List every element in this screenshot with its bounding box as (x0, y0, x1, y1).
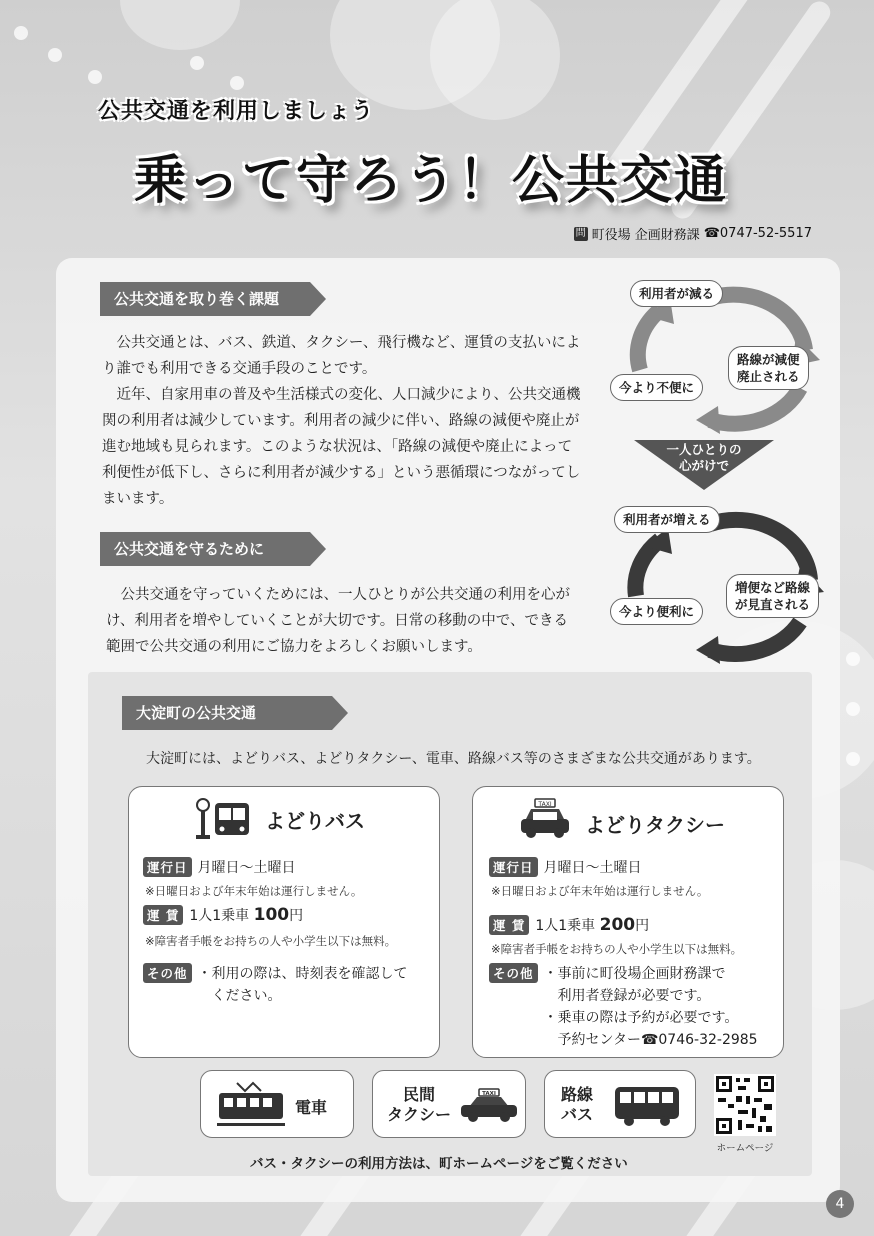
bus-fare-prefix: 1人1乗車 (189, 908, 250, 924)
cycle-label-more-convenient: 今より便利に (610, 598, 703, 625)
train-icon (217, 1081, 285, 1129)
taxi-car-icon (459, 1087, 519, 1127)
taxi-other-list (544, 963, 758, 1051)
private-taxi-card (372, 1070, 526, 1138)
section1-body (102, 330, 586, 512)
contact-department: 町役場 企画財務課 (591, 228, 700, 243)
bus-stop-icon (193, 797, 253, 841)
taxi-fare-unit: 円 (635, 918, 650, 934)
section-label-text: 公共交通を守るために (114, 540, 265, 558)
route-bus-card (544, 1070, 696, 1138)
cycle-arrowhead (696, 406, 720, 434)
cycle-arrow-arc (710, 295, 805, 350)
private-taxi-label-line: タクシー (387, 1105, 452, 1124)
funnel-caption: 一人ひとりの 心がけで (666, 442, 742, 473)
section-label-issues (100, 282, 310, 316)
cycle-arrow-arc (710, 520, 810, 580)
qr-code-label: ホームページ (716, 1143, 774, 1154)
private-taxi-label-line: 民間 (403, 1085, 436, 1104)
inquiry-icon: 問 (575, 227, 586, 239)
decorative-dot (230, 76, 244, 90)
blossom-petal (430, 0, 560, 120)
cycle-label-users-decrease: 利用者が減る (630, 280, 723, 307)
page-number: 4 (826, 1190, 854, 1218)
footer-note: バス・タクシーの利用方法は、町ホームページをご覧ください (250, 1156, 628, 1172)
list-item: 利用者登録が必要です。 (543, 988, 711, 1004)
taxi-icon (517, 797, 573, 841)
cycle-label-users-increase: 利用者が増える (614, 506, 720, 533)
decorative-dot (846, 752, 860, 766)
bus-other-list (198, 963, 408, 1007)
private-taxi-label (387, 1085, 451, 1125)
bus-fare-unit: 円 (289, 908, 304, 924)
route-bus-label-line: バス (561, 1105, 594, 1124)
bus-days-value: 月曜日～土曜日 (197, 860, 296, 876)
taxi-days-value: 月曜日～土曜日 (543, 860, 642, 876)
page-subtitle: 公共交通を利用しましょう (98, 99, 375, 124)
list-item: ・事前に町役場企画財務課で (543, 966, 726, 982)
list-item: ・利用の際は、時刻表を確認して (197, 966, 408, 982)
taxi-other (489, 963, 758, 1051)
cycle-arrowhead (696, 636, 720, 664)
section1-paragraph: 近年、自家用車の普及や生活様式の変化、人口減少により、公共交通機関の利用者は減少しています。利用者の減少に伴い、路線の減便や廃止が進む地域も見られます。このような状況は、「路線の減便や廃止によって利便性が低下し、さらに利用者が減少する」という悪循環につながってしまいます。 (102, 387, 581, 507)
taxi-fare-amount: 200 (599, 915, 636, 935)
section2-paragraph: 公共交通を守っていくためには、一人ひとりが公共交通の利用を心がけ、利用者を増やしていくことが大切です。日常の移動の中で、できる範囲で公共交通の利用にご協力をよろしくお願いします。 (106, 587, 570, 655)
section1-paragraph: 公共交通とは、バス、鉄道、タクシー、飛行機など、運賃の支払いにより誰でも利用できる交通手段のことです。 (102, 335, 581, 377)
section-label-text: 公共交通を取り巻く課題 (114, 290, 280, 308)
cycle-label-routes-reviewed: 増便など路線 が見直される (726, 574, 819, 618)
section-label-text: 大淀町の公共交通 (136, 704, 257, 722)
taxi-fare (489, 915, 649, 935)
cycle-arrow-arc (710, 388, 800, 424)
page-title: 乗って守ろう！公共交通 (134, 151, 729, 211)
route-bus-label (561, 1085, 593, 1125)
list-item: ・乗車の際は予約が必要です。 (543, 1010, 739, 1026)
bus-operating-days (143, 857, 296, 877)
decorative-dot (14, 26, 28, 40)
cycle-label-less-convenient: 今より不便に (610, 374, 703, 401)
bus-fare-amount: 100 (253, 905, 290, 925)
list-item: ください。 (197, 988, 282, 1004)
taxi-operating-days (489, 857, 642, 877)
blossom-petal (120, 0, 240, 50)
yodori-bus-card (128, 786, 440, 1058)
train-label: 電車 (295, 1098, 328, 1117)
tag-operating-days: 運行日 (489, 857, 538, 877)
bus-card-title: よどりバス (265, 809, 365, 833)
tag-fare: 運 賃 (489, 915, 529, 935)
taxi-sign-text: TAXI (538, 801, 552, 808)
route-bus-label-line: 路線 (561, 1085, 594, 1104)
section2-body (106, 582, 580, 660)
yodori-taxi-card (472, 786, 784, 1058)
decorative-dot (846, 702, 860, 716)
tag-other: その他 (143, 963, 192, 983)
list-item: 予約センター☎0746-32-2985 (543, 1032, 758, 1048)
decorative-dot (190, 56, 204, 70)
cycle-arrow-arc (710, 622, 800, 654)
bus-fare-note: ※障害者手帳をお持ちの人や小学生以下は無料。 (145, 934, 397, 948)
route-bus-icon (613, 1085, 683, 1127)
local-transport-intro: 大淀町には、よどりバス、よどりタクシー、電車、路線バス等のさまざまな公共交通があります。 (146, 751, 761, 767)
tag-fare: 運 賃 (143, 905, 183, 925)
decorative-dot (846, 652, 860, 666)
taxi-sign-text: TAXI (482, 1091, 496, 1097)
contact-phone: ☎0747-52-5517 (703, 226, 812, 241)
taxi-fare-prefix: 1人1乗車 (535, 918, 596, 934)
tag-other: その他 (489, 963, 538, 983)
tag-operating-days: 運行日 (143, 857, 192, 877)
taxi-card-title: よどりタクシー (585, 813, 725, 837)
contact-info (574, 224, 812, 243)
qr-code-icon[interactable] (714, 1074, 776, 1136)
bus-fare (143, 905, 303, 925)
train-card (200, 1070, 354, 1138)
decorative-dot (48, 48, 62, 62)
bus-days-note: ※日曜日および年末年始は運行しません。 (145, 884, 363, 898)
bus-other (143, 963, 408, 1007)
section-label-local-transport (122, 696, 332, 730)
taxi-days-note: ※日曜日および年末年始は運行しません。 (491, 884, 709, 898)
taxi-fare-note: ※障害者手帳をお持ちの人や小学生以下は無料。 (491, 942, 743, 956)
section-label-protect (100, 532, 310, 566)
cycle-label-routes-cut: 路線が減便 廃止される (728, 346, 809, 390)
decorative-dot (88, 70, 102, 84)
